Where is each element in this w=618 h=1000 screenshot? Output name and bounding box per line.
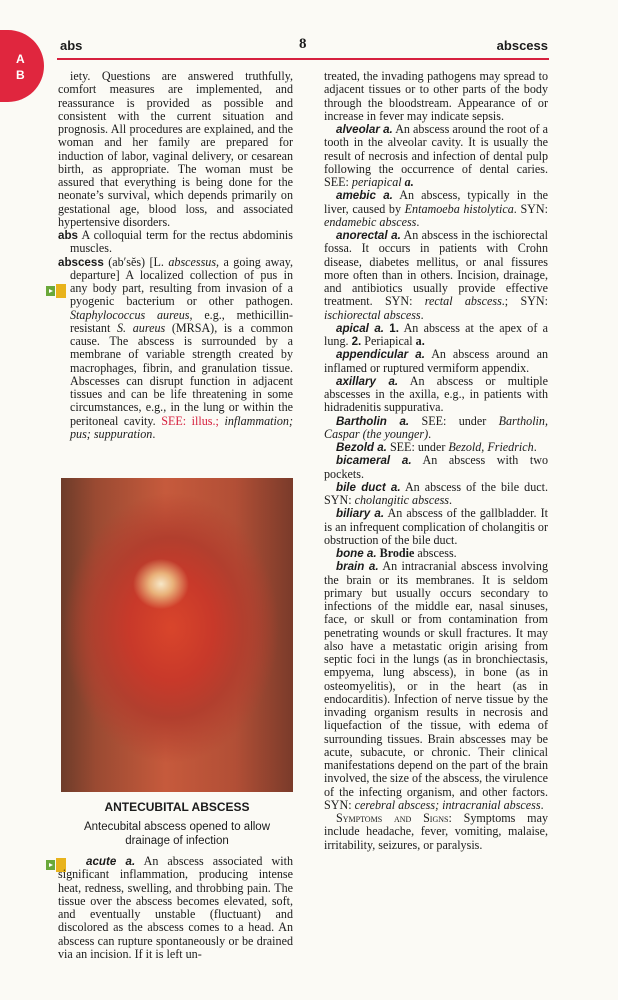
subentry-bezold: Bezold a. SEE: under Bezold, Friedrich.	[336, 440, 537, 454]
entry-definition: An abscess with two pockets.	[324, 453, 549, 481]
synonym: rectal abscess	[424, 294, 502, 309]
see-illustration-link[interactable]: SEE: illus.;	[161, 413, 219, 428]
entry-definition: An abscess at the apex of a lung.	[324, 320, 549, 348]
subentry-term: amebic a.	[336, 189, 393, 203]
antecubital-abscess-photo	[61, 478, 293, 792]
synonym: endamebic abscess	[324, 214, 417, 229]
entry-definition: abscess.	[417, 546, 457, 560]
section-label: Symptoms and Signs:	[336, 811, 452, 825]
thumb-tab-letter-a: A	[16, 52, 25, 66]
figure-caption-text: Antecubital abscess opened to allow drainage of infection	[83, 821, 271, 847]
entry-definition: (MRSA), is a common cause. The abscess is surrounded by a membrane of variable strength created by macrophages, fibrin, and granulation tissue. Abscesses can disrupt function in adjacent tissues and can be life threatening in some circumstances, e.g., in the lung or within the peritoneal cavity.	[70, 320, 293, 428]
subentry-amebic: amebic a. An abscess, typically in the liver, caused by Entamoeba histolytica. SYN: endamebic abscess.	[324, 188, 549, 229]
entry-abscess	[58, 256, 293, 442]
see-label: SEE: under	[421, 413, 487, 428]
subentry-term: appendicular a.	[336, 348, 425, 362]
synonym: cholangitic abscess	[354, 493, 449, 507]
left-column	[58, 70, 293, 441]
subentry-bile-duct: bile duct a. An abscess of the bile duct. SYN: cholangitic abscess.	[324, 479, 548, 507]
subentry-term: apical a.	[336, 321, 385, 335]
subentry-term: biliary a.	[336, 507, 385, 521]
subentry-alveolar	[324, 123, 548, 189]
entry-term: abscess	[58, 255, 104, 269]
etymology: [L.	[149, 254, 164, 269]
punctuation: .	[152, 426, 156, 441]
entry-definition: A colloquial term for the rectus abdominis muscles.	[70, 228, 293, 256]
subentry-anorectal: anorectal a. An abscess in the ischiorectal fossa. It occurs in patients with Crohn disease, diabetes mellitus, or anal fissures more often than in others. Incision, drainage, and antibiotics usually provide effective treatment. SYN: rectal abscess.; SYN: ischiorectal abscess.	[324, 228, 548, 322]
see-label: SEE: under	[389, 440, 446, 454]
cross-reference[interactable]: Bartholin, Caspar (the younger)	[324, 413, 548, 441]
subentry-term: bicameral a.	[336, 454, 412, 468]
entry-definition: An abscess of the gallbladder. It is an infrequent complication of cholangitis or obstruction of the bile duct.	[324, 506, 548, 547]
thumb-tab-letter-b: B	[16, 68, 25, 82]
subentry-term: bone a.	[336, 547, 377, 560]
header-rule	[57, 58, 549, 60]
organism-name: S. aureus	[116, 320, 166, 335]
entry-abs	[58, 229, 293, 256]
subentry-term: anorectal a.	[336, 229, 401, 242]
subentry-term: brain a.	[336, 560, 379, 574]
subentry-term: bile duct a.	[336, 480, 401, 494]
entry-definition: An intracranial abscess involving the brain or its membranes. It is seldom primary but usually occurs secondary to infections of the middle ear, nasal sinuses, face, or skull or from contamination from penetrating wounds or skull fractures. It may also have a metastatic origin arising from septic foci in the lungs (as in bronchiectasis, empyema, lung abscess), in bone (as in osteomyelitis), or in the heart (as in endocarditis). Infection of nerve tissue by the invading organism results in necrosis and liquefaction of the tissue, with edema of surrounding tissues. Brain abscesses may be acute, subacute, or chronic. Their clinical manifestations depend on the part of the brain involved, the size of the abscess, the virulence of the infecting organism, and other factors. SYN:	[324, 559, 548, 812]
cross-reference[interactable]: Brodie	[379, 546, 415, 560]
symptoms-section	[324, 812, 548, 852]
entry-definition: An abscess around an inflamed or ruptured vermiform appendix.	[324, 347, 549, 375]
entry-definition: An abscess associated with significant inflammation, producing intense heat, redness, swelling, and throbbing pain. The tissue over the abscess becomes elevated, soft, and eventually unstable (fluctuant) and discolored as the abscess comes to a head. An abscess can rupture spontaneously or be drained via an incision. If it is left un-	[58, 854, 293, 961]
continued-entry: treated, the invading pathogens may spread to adjacent tissues or to other parts of the body through the bloodstream. Appearance of or increase in fever may indicate sepsis.	[324, 69, 548, 123]
entry-definition: e.g., methicillin-resistant	[70, 307, 294, 335]
guide-word-left: abs	[60, 38, 83, 53]
synonym-label: . SYN:	[513, 201, 549, 216]
subentry-term: acute a.	[86, 855, 136, 868]
subentry-bicameral	[324, 454, 548, 481]
subentry-biliary	[324, 507, 548, 547]
section-text: Symptoms may include headache, fever, vomiting, malaise, irritability, seizures, or paralysis.	[324, 811, 548, 852]
entry-definition: An abscess of the bile duct. SYN:	[324, 479, 548, 507]
entry-definition: An abscess or multiple abscesses in the axilla, e.g., in patients with hidradenitis suppurativa.	[324, 373, 548, 415]
entry-definition: An abscess, typically in the liver, caused by	[324, 188, 548, 216]
thumb-index-tab	[0, 30, 44, 102]
subentry-term: Bezold a.	[336, 441, 387, 454]
subentry-bartholin: Bartholin a. SEE: under Bartholin, Caspar (the younger).	[324, 413, 548, 441]
cross-reference-abbrev: a.	[404, 175, 414, 189]
subentry-term: alveolar a.	[336, 123, 393, 136]
entry-acute-abscess	[58, 855, 293, 961]
synonym-label: .; SYN:	[501, 294, 548, 309]
audio-pronunciation-icon[interactable]	[46, 284, 68, 298]
figure-caption-title: ANTECUBITAL ABSCESS	[104, 800, 250, 814]
etymology-word: abscessus,	[168, 254, 220, 269]
etymology-meaning: a going away, departure]	[70, 254, 293, 282]
subentry-axillary	[324, 375, 548, 415]
continued-entry: iety. Questions are answered truthfully, comfort measures are implemented, and reassurance is provided as possible and consistent with the current situation and prognosis. All procedures are explained, and the woman and her family are prepared for induction of labor, vaginal delivery, or cesarean birth, as appropriate. The woman must be assured that everything is being done for the neonate’s survival, which depends primarily on gestational age, blood loss, and associated hypertensive disorders.	[58, 69, 293, 229]
organism-name: Entamoeba histolytica	[404, 201, 514, 216]
subentry-appendicular	[324, 348, 548, 375]
entry-definition: Periapical	[364, 334, 413, 348]
subentry-bone	[324, 547, 548, 560]
cross-reference-abbrev: a.	[415, 334, 425, 348]
synonym: ischiorectal abscess	[324, 307, 421, 322]
subentry-term: Bartholin a.	[336, 414, 410, 428]
cross-reference[interactable]: periapical	[351, 175, 402, 189]
subentry-brain: brain a. An intracranial abscess involving the brain or its membranes. It is seldom primary but usually occurs secondary to infections of the middle ear, nasal sinuses, face, or skull or from contamination from penetrating wounds or skull fractures. It may also have a metastatic origin arising from septic foci in the lungs (as in bronchiectasis, empyema, lung abscess), in bone (as in osteomyelitis), or in the heart (as in endocarditis). Infection of nerve tissue by the invading organism results in necrosis and liquefaction of the tissue, with edema of surrounding tissues. Brain abscesses may be acute, subacute, or chronic. Their clinical manifestations depend on the part of the brain involved, the size of the abscess, the virulence of the infecting organism, and other factors. SYN: cerebral abscess; intracranial abscess.	[324, 559, 548, 812]
subentry-term: axillary a.	[336, 374, 399, 388]
right-column	[324, 70, 548, 852]
entry-term: abs	[58, 229, 78, 242]
entry-definition: A localized collection of pus in any body part, resulting from invasion of a pyogenic bacterium or other pathogen.	[70, 267, 293, 309]
sense-number: 1.	[389, 321, 399, 335]
pronunciation: (ab′sĕs)	[108, 254, 146, 269]
organism-name: Staphylococcus aureus,	[70, 307, 193, 322]
entry-definition: An abscess around the root of a tooth in the alveolar cavity. It is usually the result of necrosis and infection of dental pulp following the occurrence of dental caries. SEE:	[324, 122, 549, 189]
subentry-apical	[324, 322, 548, 349]
entry-definition: An abscess in the ischiorectal fossa. It occurs in patients with Crohn disease, diabetes mellitus, or anal fissures more often than in others. Incision, drainage, and antibiotics usually provide effective treatment. SYN:	[324, 228, 548, 309]
synonym: cerebral abscess; intracranial abscess	[354, 797, 541, 812]
sense-number: 2.	[351, 335, 362, 348]
page-number: 8	[299, 36, 307, 52]
guide-word-right: abscess	[496, 38, 548, 53]
cross-reference[interactable]: inflammation; pus; suppuration	[70, 413, 293, 441]
cross-reference[interactable]: Bezold, Friedrich	[448, 440, 534, 454]
